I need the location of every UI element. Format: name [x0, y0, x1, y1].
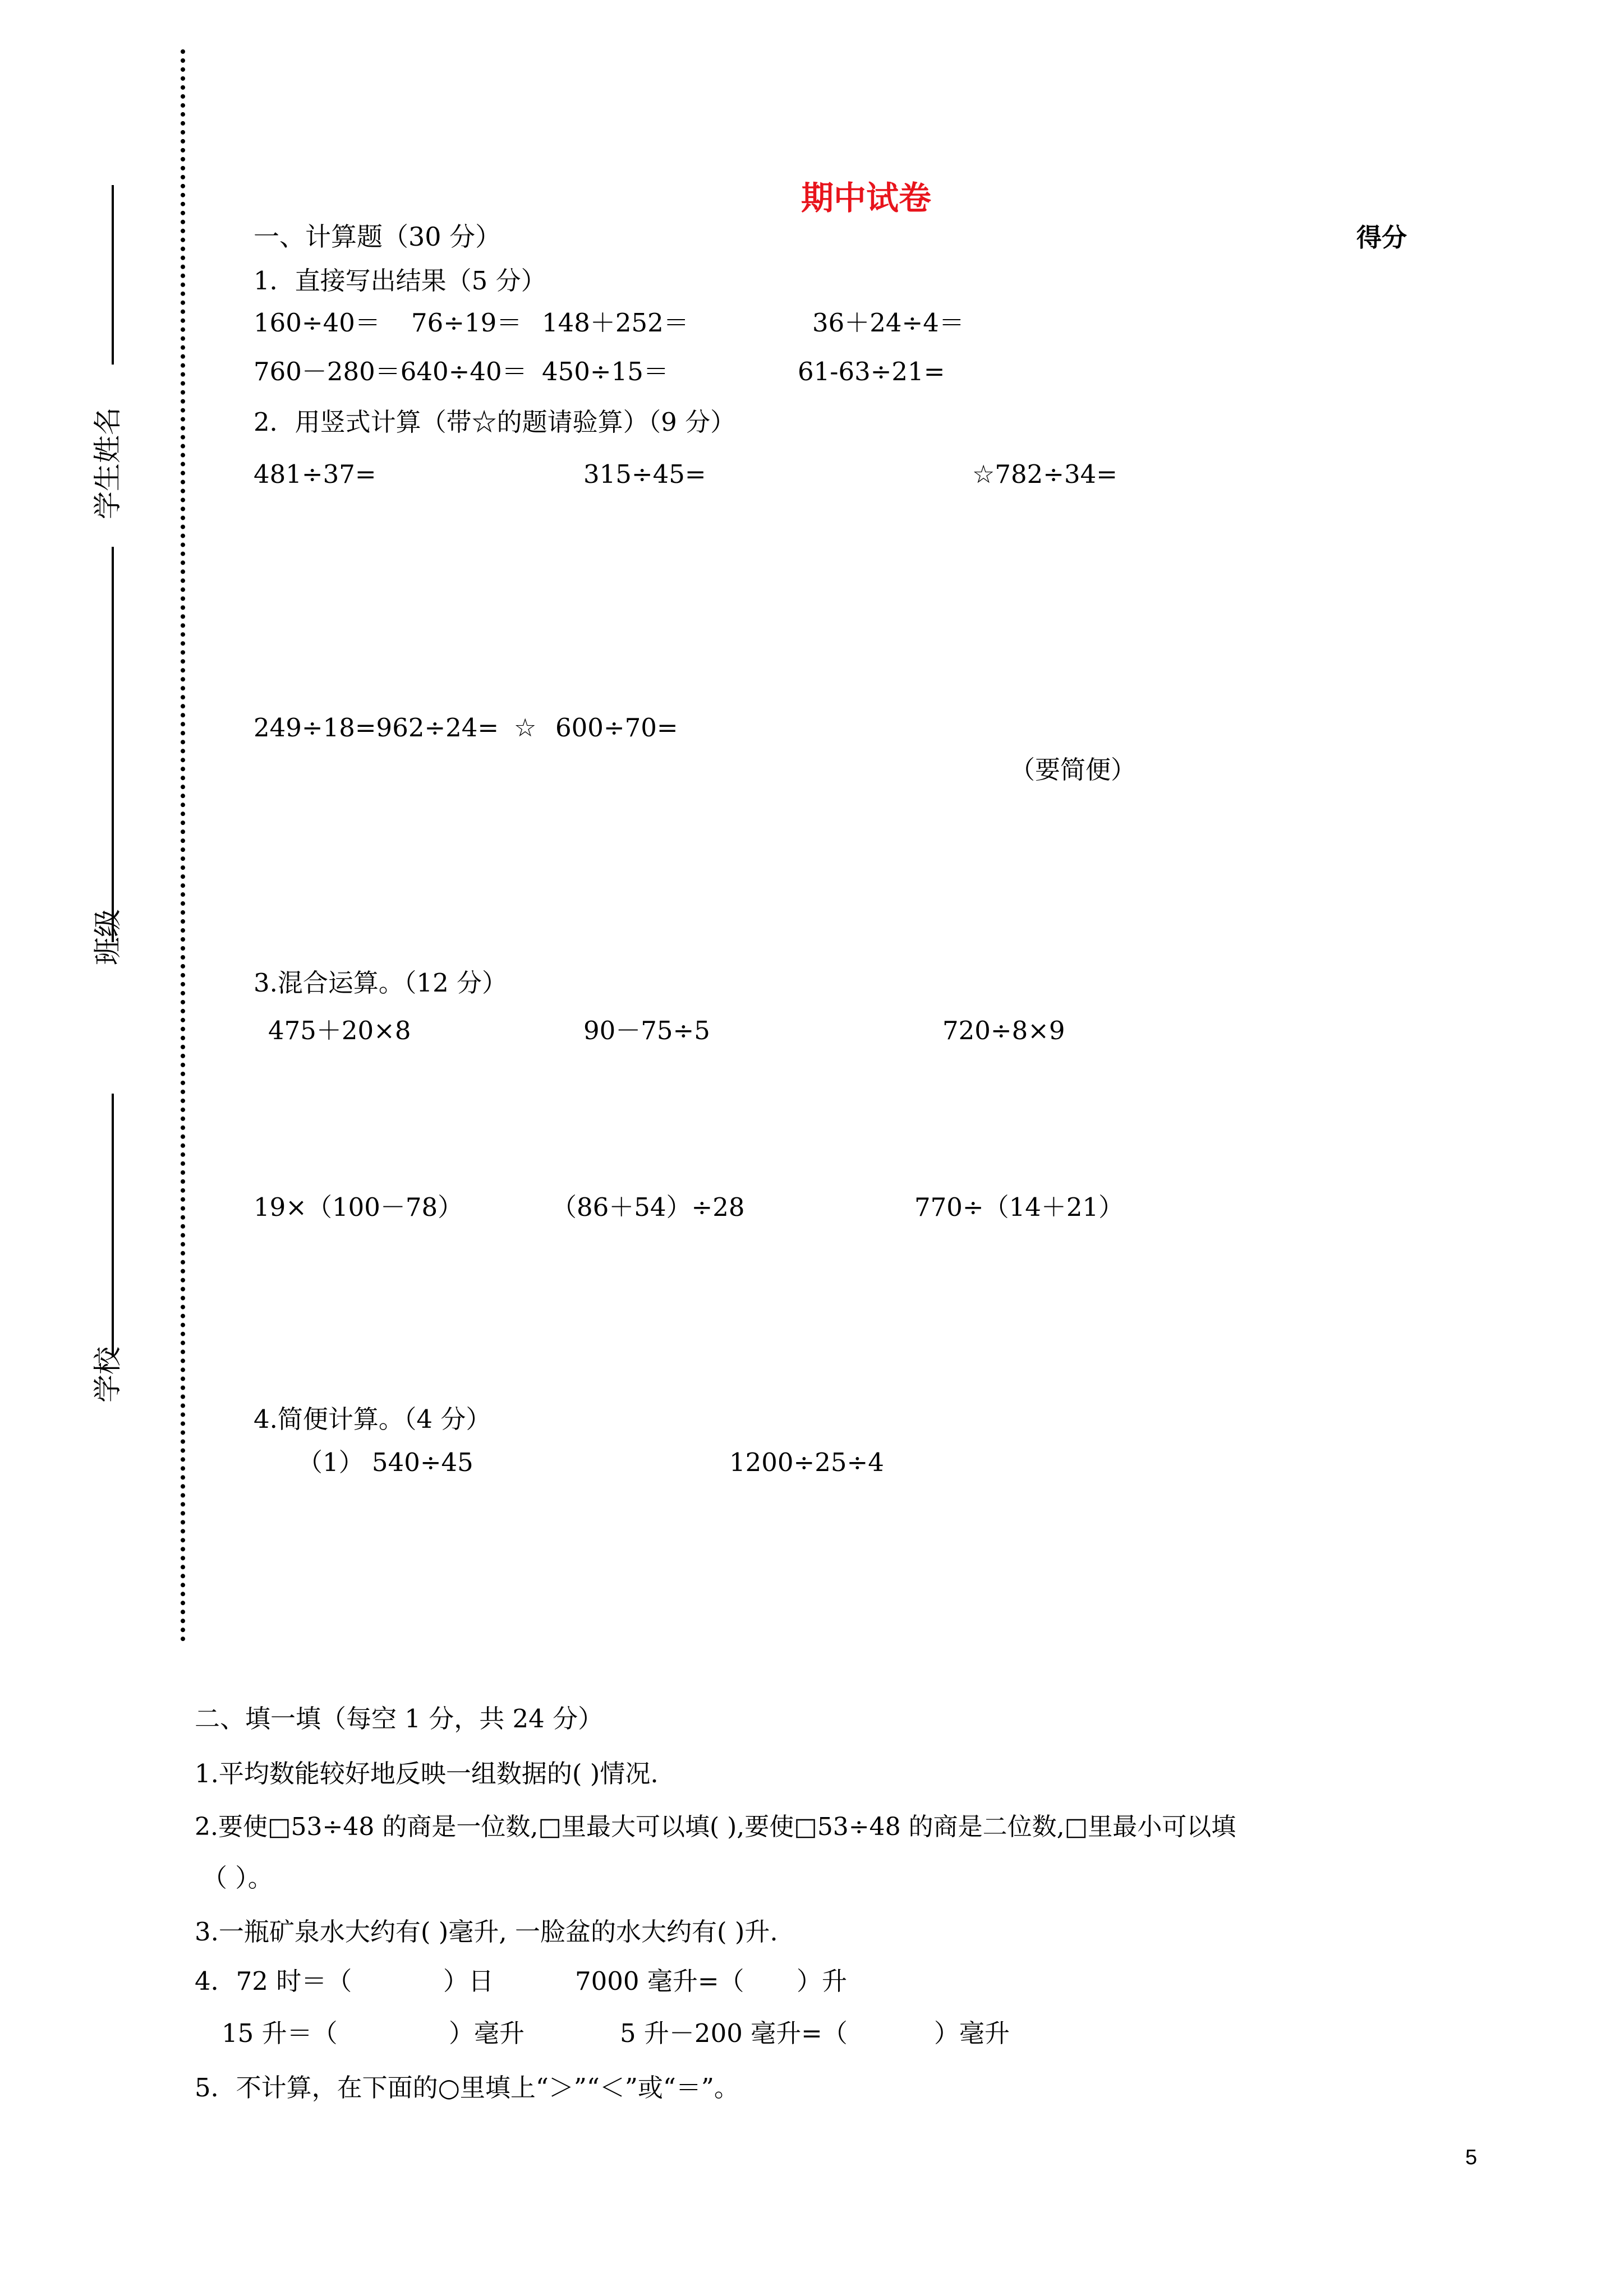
q1-item: 760－280＝640÷40＝ [254, 357, 527, 386]
q3-item: 475＋20×8 [268, 1016, 411, 1045]
s2-q4-part: ）升 [797, 1966, 848, 1996]
q4-item: 1200÷25÷4 [729, 1447, 884, 1477]
school-label: 学校 [91, 1347, 124, 1403]
q2-item: 481÷37= [254, 459, 376, 489]
q4-item: （1） 540÷45 [297, 1447, 473, 1477]
q3-item: 720÷8×9 [942, 1016, 1065, 1045]
student-name-line [112, 185, 114, 365]
q3-heading: 3.混合运算。（12 分） [254, 968, 508, 998]
class-label: 班级 [91, 909, 124, 965]
q2-heading: 2．用竖式计算（带☆的题请验算）（9 分） [254, 407, 736, 437]
star-symbol: ☆ [514, 713, 537, 743]
page-title: 期中试卷 [801, 179, 932, 217]
q3-item: （86＋54）÷28 [551, 1192, 745, 1222]
q3-item: 19×（100－78） [254, 1192, 463, 1222]
q2-note: （要简便） [1010, 755, 1137, 785]
student-name-label: 学生姓名 [91, 407, 124, 519]
s2-q1: 1.平均数能较好地反映一组数据的( )情况. [195, 1759, 659, 1788]
s2-q4-part: 7000 毫升=（ [575, 1966, 744, 1996]
q4-heading: 4.简便计算。（4 分） [254, 1404, 491, 1434]
q2-item: 249÷18=962÷24= [254, 713, 499, 743]
s2-q5: 5．不计算，在下面的○里填上“＞”“＜”或“＝”。 [195, 2073, 739, 2103]
student-name-line-2 [112, 547, 114, 942]
class-line [112, 1094, 114, 1357]
s2-q4-part: ）毫升 [934, 2018, 1010, 2048]
q3-item: 770÷（14＋21） [914, 1192, 1124, 1222]
s2-q4-part: 5 升－200 毫升=（ [620, 2018, 848, 2048]
q2-item: ☆782÷34= [972, 459, 1117, 489]
s2-q3: 3.一瓶矿泉水大约有( )毫升, 一脸盆的水大约有( )升. [195, 1917, 778, 1947]
section1-heading: 一、计算题（30 分） [254, 222, 502, 252]
section2-heading: 二、填一填（每空 1 分，共 24 分） [195, 1704, 604, 1733]
s2-q2-line2: （ ）。 [202, 1863, 273, 1893]
s2-q4-part: ）日 [443, 1966, 494, 1996]
s2-q2-line1: 2.要使□53÷48 的商是一位数,□里最大可以填( ),要使□53÷48 的商是二位数,□里最小可以填 [195, 1813, 1236, 1841]
q1-item: 36＋24÷4＝ [812, 308, 964, 338]
s2-q4-part: 15 升＝（ [222, 2018, 338, 2048]
q1-item: 160÷40＝ [254, 308, 380, 338]
q1-item: 450÷15＝ [542, 357, 669, 386]
s2-q4-part: 4．72 时＝（ [195, 1966, 352, 1996]
q3-item: 90－75÷5 [583, 1016, 710, 1045]
q1-item: 148＋252＝ [542, 308, 689, 338]
binding-dotted-line [181, 49, 185, 1642]
score-label: 得分 [1356, 223, 1407, 252]
q1-heading: 1．直接写出结果（5 分） [254, 266, 546, 296]
q2-item: 315÷45= [583, 459, 706, 489]
q2-item: 600÷70= [555, 713, 678, 743]
page-number: 5 [1465, 2146, 1478, 2169]
q1-item: 61-63÷21= [798, 357, 945, 386]
q1-item: 76÷19＝ [411, 308, 522, 338]
s2-q4-part: ）毫升 [449, 2018, 525, 2048]
